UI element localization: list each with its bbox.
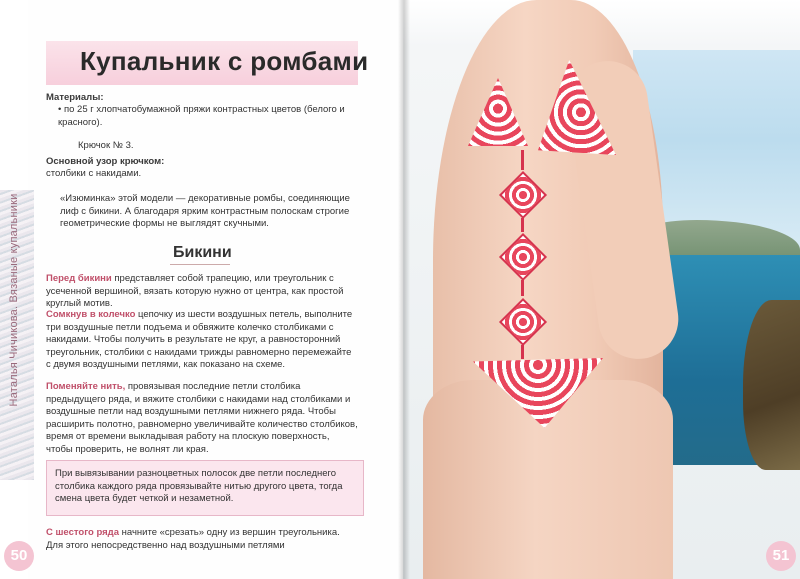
chain-strap [521, 218, 524, 232]
paragraph: Поменяйте нить, провязывая последние петли столбика предыдущего ряда, и вяжите столбики с накидами над столбиками и воздушные петли над воздушными петлями нижнего ряда. Чтобы расширить полотно, равномерно увеличивайте количество столбиков, время от времени выкладывая работу на плоскую поверхность, чтобы проверить, не волнят ли края. [46, 381, 358, 455]
materials-label: Материалы: [46, 92, 104, 103]
page-number-left: 50 [4, 541, 34, 571]
paragraph: Перед бикини представляет собой трапецию, или треугольник с усеченной вершиной, вязать которую нужно от центра, как простой круглый мотив. [46, 273, 344, 309]
chain-strap [521, 345, 524, 359]
hook-size: Крючок № 3. [78, 140, 134, 151]
pattern-text: столбики с накидами. [46, 168, 142, 179]
page-title: Купальник с ромбами [80, 46, 369, 76]
section-divider [170, 264, 230, 265]
right-page-photo [403, 0, 800, 579]
materials-item: • по 25 г хлопчатобумажной пряжи контрастных цветов (белого и красного). [58, 104, 345, 128]
running-head: Наталья Чичикова. Вязаные купальники [8, 193, 20, 407]
chain-strap [521, 150, 524, 170]
chain-strap [521, 280, 524, 296]
final-paragraph: С шестого ряда начните «срезать» одну из вершин треугольника. Для этого непосредственно над воздушными петлями [46, 527, 340, 551]
note-box [46, 460, 364, 516]
pattern-label: Основной узор крючком: [46, 156, 165, 167]
paragraph: Сомкнув в колечко цепочку из шести воздушных петель, выполните три воздушные петли подъема и обвяжите колечко столбиками с накидами. Чтобы получить в результате не круг, а равносторонний треугольник, столбики с накидами трижды равномерно перемежайте с двумя воздушными петлями, как показано на схеме. [46, 309, 353, 370]
book-gutter [398, 0, 410, 579]
section-title: Бикини [173, 244, 232, 261]
intro-text: «Изюминка» этой модели — декоративные ромбы, соединяющие лиф с бикини. А благодаря ярким контрастным полоскам строгие геометрические формы не выглядят скучными. [60, 193, 350, 229]
rocks [743, 300, 800, 470]
page-number-right: 51 [766, 541, 796, 571]
note-text: При вывязывании разноцветных полосок две петли последнего столбика каждого ряда провязывайте нитью другого цвета, тогда смена цвета будет четкой и незаметной. [55, 468, 343, 504]
